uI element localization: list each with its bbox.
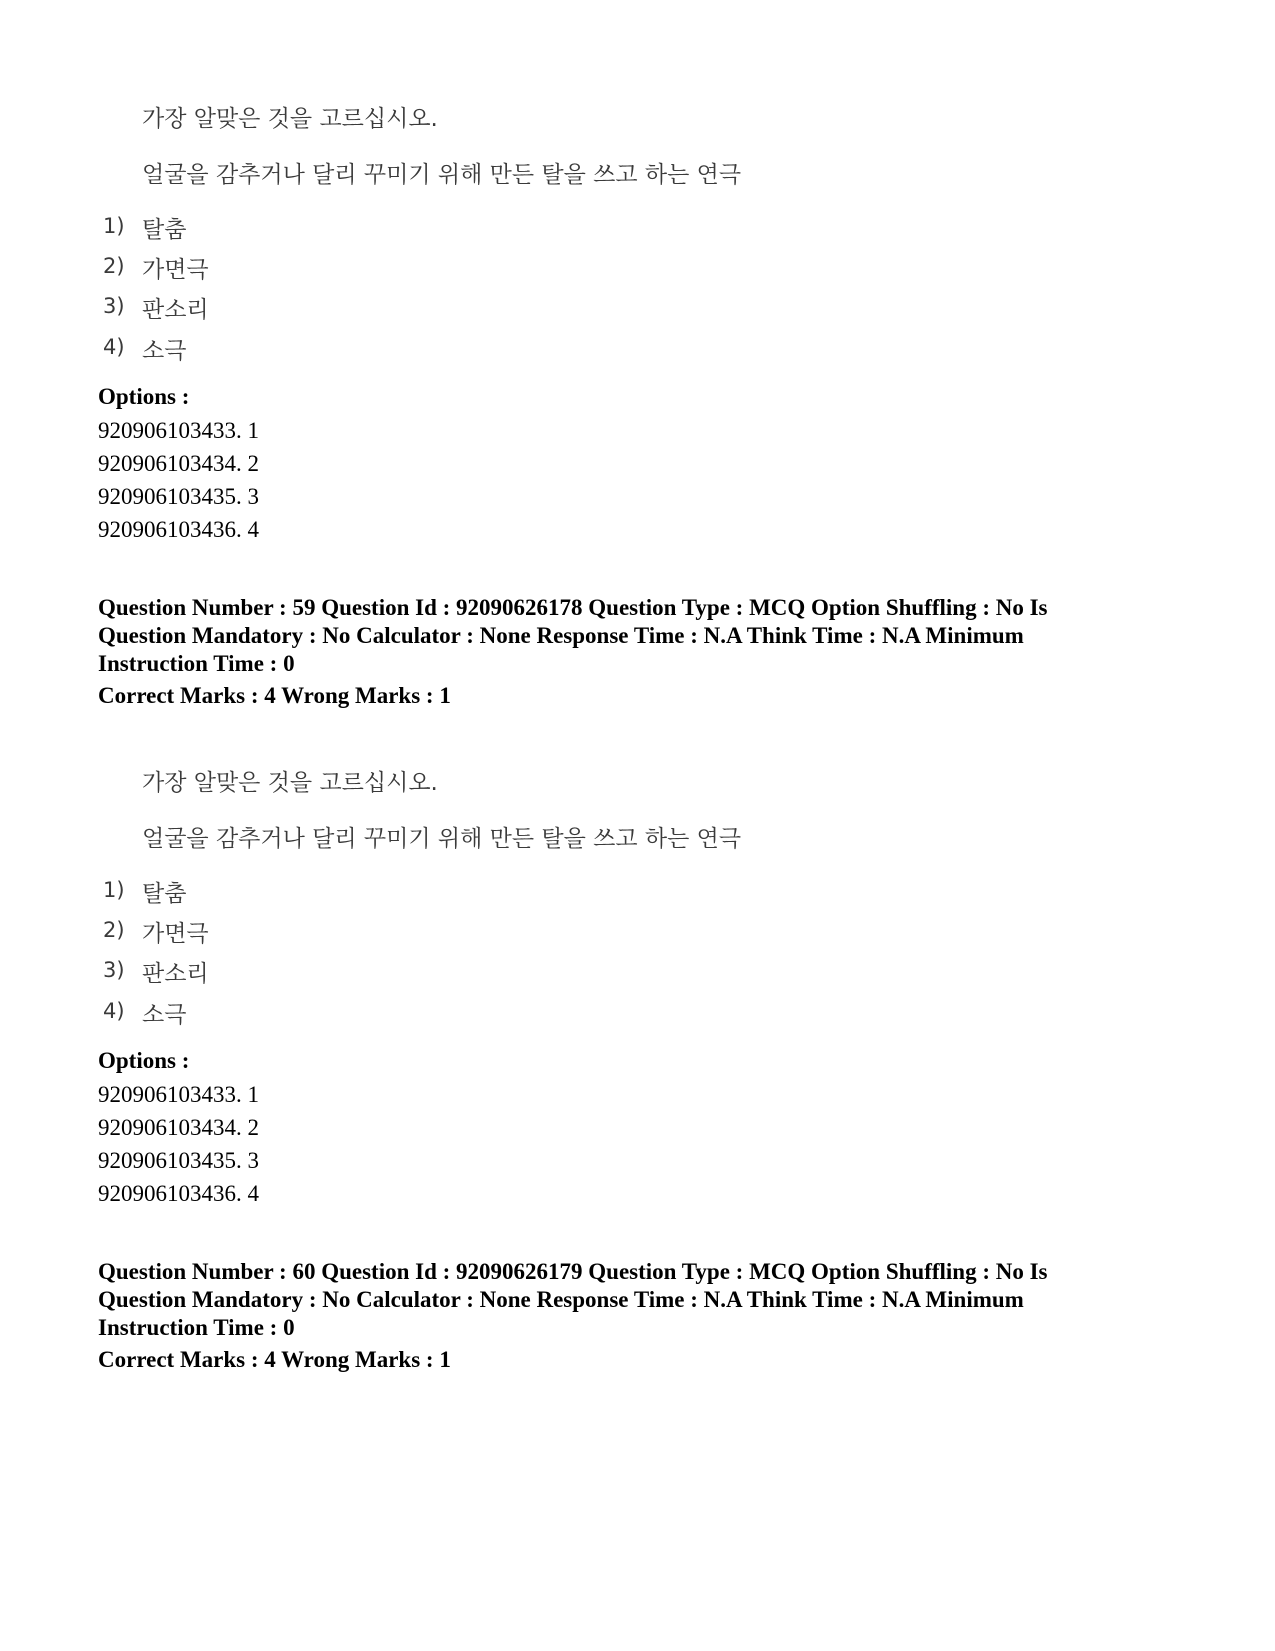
question-description: 얼굴을 감추거나 달리 꾸미기 위해 만든 탈을 쓰고 하는 연극: [142, 826, 742, 852]
question-marks-60: Correct Marks : 4 Wrong Marks : 1: [98, 1347, 451, 1372]
question-instruction: 가장 알맞은 것을 고르십시오.: [142, 106, 438, 132]
question-marks-59: Correct Marks : 4 Wrong Marks : 1: [98, 683, 451, 708]
question-meta-line: Instruction Time : 0: [98, 1315, 295, 1340]
question-header-59: [98, 594, 1178, 678]
choice-text: 판소리: [142, 297, 209, 323]
question-meta-line: Question Mandatory : No Calculator : None Response Time : N.A Think Time : N.A Minimum: [98, 623, 1024, 648]
choice-number: 1): [103, 878, 125, 902]
choice-text: 탈춤: [142, 881, 187, 907]
option-line: 920906103436. 4: [98, 517, 259, 542]
options-label: Options :: [98, 1048, 190, 1073]
choice-number: 1): [103, 214, 125, 238]
choice-number: 3): [103, 294, 125, 318]
choice-text: 가면극: [142, 257, 209, 283]
choice-text: 탈춤: [142, 217, 187, 243]
option-line: 920906103435. 3: [98, 1148, 259, 1173]
option-line: 920906103434. 2: [98, 1115, 259, 1140]
question-instruction: 가장 알맞은 것을 고르십시오.: [142, 770, 438, 796]
choice-number: 4): [103, 335, 125, 359]
option-line: 920906103434. 2: [98, 451, 259, 476]
option-line: 920906103436. 4: [98, 1181, 259, 1206]
choice-number: 2): [103, 918, 125, 942]
choice-text: 판소리: [142, 961, 209, 987]
choice-text: 소극: [142, 338, 187, 364]
option-line: 920906103433. 1: [98, 1082, 259, 1107]
question-meta-line: Question Number : 59 Question Id : 92090626178 Question Type : MCQ Option Shuffling : No Is: [98, 595, 1048, 620]
question-meta-line: Question Mandatory : No Calculator : None Response Time : N.A Think Time : N.A Minimum: [98, 1287, 1024, 1312]
choice-number: 4): [103, 999, 125, 1023]
choice-text: 소극: [142, 1002, 187, 1028]
choice-number: 3): [103, 958, 125, 982]
question-meta-line: Question Number : 60 Question Id : 92090626179 Question Type : MCQ Option Shuffling : No Is: [98, 1259, 1048, 1284]
question-description: 얼굴을 감추거나 달리 꾸미기 위해 만든 탈을 쓰고 하는 연극: [142, 162, 742, 188]
option-line: 920906103435. 3: [98, 484, 259, 509]
options-label: Options :: [98, 384, 190, 409]
choice-text: 가면극: [142, 921, 209, 947]
option-line: 920906103433. 1: [98, 418, 259, 443]
question-meta-line: Instruction Time : 0: [98, 651, 295, 676]
question-header-60: [98, 1258, 1178, 1342]
choice-number: 2): [103, 254, 125, 278]
